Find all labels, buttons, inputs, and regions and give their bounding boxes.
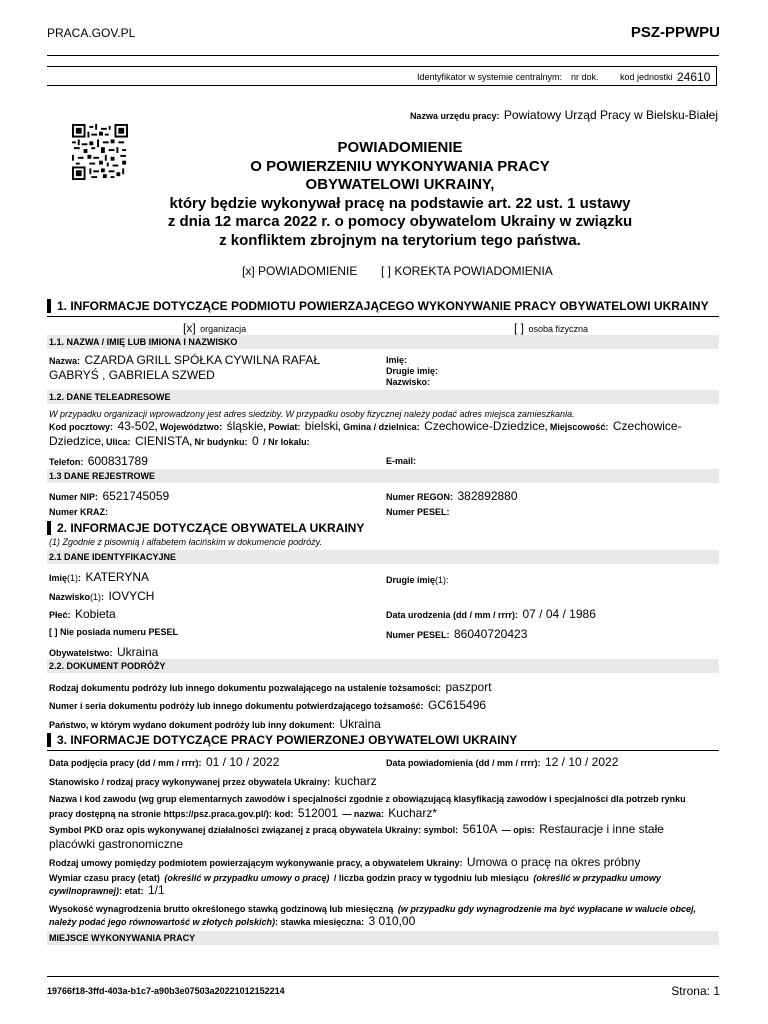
surname-label: Nazwisko: — [386, 377, 431, 387]
wage-label-1b: (w przypadku gdy wynagrodzenie ma być wypłacane w walucie obcej, — [397, 904, 696, 914]
unit-label: kod jednostki — [620, 72, 673, 82]
wage-label-2a: należy podać jego równowartość w złotych polskich) — [49, 917, 276, 927]
kraz-label: Numer KRAZ: — [49, 507, 109, 517]
title-line-6: z konfliktem zbrojnym na terytorium tego państwa. — [219, 231, 581, 249]
choice-correction: [ ] KOREKTA POWIADOMIENIA — [381, 264, 553, 278]
wage-value: 3 010,00 — [368, 914, 416, 928]
birth-date-label: Data urodzenia (dd / mm / rrrr): — [386, 610, 519, 620]
bar-1-1: 1.1. NAZWA / IMIĘ LUB IMIONA I NAZWISKO — [47, 335, 719, 349]
position-field — [49, 772, 377, 790]
doc-number-label: Numer i seria dokumentu podróży lub innego dokumentu potwierdzającego tożsamość: — [49, 701, 424, 711]
header-rule — [47, 55, 719, 56]
phone-value: 600831789 — [87, 454, 148, 468]
notification-date-value: 12 / 10 / 2022 — [544, 755, 619, 769]
doc-type-value: paszport — [445, 680, 492, 694]
birth-date-value: 07 / 04 / 1986 — [522, 607, 596, 621]
choice-notification: [x] POWIADOMIENIE — [242, 264, 358, 278]
document-title — [100, 139, 700, 250]
name-field — [49, 353, 379, 382]
birth-date-field — [386, 605, 596, 623]
second-name-label: Drugie imię: — [386, 366, 439, 376]
gender-field — [49, 605, 116, 623]
start-date-value: 01 / 10 / 2022 — [206, 755, 280, 769]
nip-value: 6521745059 — [102, 489, 170, 503]
doc-type-field — [49, 678, 492, 696]
name-label: Nazwa: — [49, 356, 81, 366]
address-block: Kod pocztowy: 43-502, Województwo: śląskie, Powiat: bielski, Gmina / dzielnica: Czechowice-Dziedzice, Miejscowość: Czechowice- Dziedzice, Ulica: CIENISTA, Nr budynku: 0 / Nr lokalu: — [49, 419, 682, 448]
section-1-heading: 1. INFORMACJE DOTYCZĄCE PODMIOTU POWIERZAJĄCEGO WYKONYWANIE PRACY OBYWATELOWI UKRAINY — [47, 299, 709, 313]
ua-first-name-label: Imię — [49, 573, 68, 583]
bar-1-3: 1.3 DANE REJESTROWE — [47, 469, 719, 483]
working-time-label-1b: (określić w przypadku umowy o pracę) — [164, 873, 330, 883]
person-label: osoba fizyczna — [528, 324, 589, 334]
no-pesel-checkbox: [ ] Nie posiada numeru PESEL — [49, 627, 179, 637]
citizenship-value: Ukraina — [116, 645, 159, 659]
notification-date-field — [386, 753, 618, 771]
county-label: Powiat: — [268, 422, 301, 432]
ua-second-name-label: Drugie imię — [386, 575, 436, 585]
bar-workplace: MIEJSCE WYKONYWANIA PRACY — [47, 931, 719, 945]
unit-value: 24610 — [677, 70, 711, 84]
working-time-label-2a: cywilnoprawnej) — [49, 886, 120, 896]
section-2-heading: 2. INFORMACJE DOTYCZĄCE OBYWATELA UKRAINY — [47, 521, 364, 535]
contract-label: Rodzaj umowy pomiędzy podmiotem powierzającym wykonywanie pracy, a obywatelem Ukrainy: — [49, 858, 463, 868]
title-line-2: O POWIERZENIU WYKONYWANIA PRACY — [250, 157, 550, 175]
title-line-5: z dnia 12 marca 2022 r. o pomocy obywatelom Ukrainy w związku — [167, 213, 633, 230]
section-3-heading: 3. INFORMACJE DOTYCZĄCE PRACY POWIERZONEJ OBYWATELOWI UKRAINY — [47, 733, 517, 747]
ua-first-name-value: KATERYNA — [85, 570, 150, 584]
pkd-field — [49, 822, 721, 851]
occupation-label-2: pracy dostępną na stronie https://psz.praca.gov.pl/): kod: — [49, 809, 294, 819]
voivodeship-value: śląskie — [226, 419, 264, 433]
commune-value: Czechowice-Dziedzice — [424, 419, 545, 433]
position-value: kucharz — [334, 774, 377, 788]
doc-number-value: GC615496 — [428, 698, 487, 712]
start-date-field — [49, 753, 279, 771]
working-time-label-1c: / liczba godzin pracy w tygodniu lub miesiącu — [333, 873, 529, 883]
ua-surname-label: Nazwisko — [49, 592, 91, 602]
regon-label: Numer REGON: — [386, 492, 454, 502]
ident-box — [47, 66, 717, 86]
office-label: Nazwa urzędu pracy: — [409, 111, 500, 121]
start-date-label: Data podjęcia pracy (dd / mm / rrrr): — [49, 758, 202, 768]
postal-code-value: 43-502 — [117, 419, 155, 433]
ua-first-name-field: Imię(1): KATERYNA — [49, 570, 150, 584]
working-time-value: 1/1 — [147, 883, 165, 897]
regon-field — [386, 487, 518, 505]
doc-type-label: Rodzaj dokumentu podróży lub innego dokumentu pozwalającego na ustalenie tożsamości: — [49, 683, 442, 693]
entity-pesel-label: Numer PESEL: — [386, 507, 450, 517]
building-value: 0 — [251, 434, 259, 448]
ua-pesel-field — [386, 625, 527, 643]
ua-surname-sup: (1) — [90, 592, 102, 602]
nip-field — [49, 487, 169, 505]
ua-surname-value: IOVYCH — [108, 589, 155, 603]
doc-country-label: Państwo, w którym wydano dokument podróży lub inny dokument: — [49, 720, 336, 730]
notification-date-label: Data powiadomienia (dd / mm / rrrr): — [386, 758, 541, 768]
voivodeship-label: Województwo: — [159, 422, 223, 432]
site-name: PRACA.GOV.PL — [47, 26, 136, 40]
locality-value-2: Dziedzice — [49, 434, 102, 448]
locality-value-1: Czechowice- — [612, 419, 682, 433]
gender-value: Kobieta — [74, 607, 116, 621]
form-code: PSZ-PPWPU — [630, 24, 720, 41]
ua-second-name-sup: (1): — [435, 575, 449, 585]
person-mark: [ ] — [514, 321, 525, 335]
street-value: CIENISTA — [135, 434, 190, 448]
ua-surname-field: Nazwisko(1): IOVYCH — [49, 589, 155, 603]
section-1-rule — [47, 316, 719, 317]
doc-country-value: Ukraina — [339, 717, 381, 731]
wage-label-2b: : stawka miesięczna: — [275, 917, 365, 927]
nip-label: Numer NIP: — [49, 492, 99, 502]
title-line-3: OBYWATELOWI UKRAINY, — [305, 176, 495, 193]
ua-pesel-label: Numer PESEL: — [386, 630, 450, 640]
ua-first-name-sup: (1) — [67, 573, 79, 583]
occupation-code: 512001 — [297, 806, 338, 820]
title-line-4: który będzie wykonywał pracę na podstawie art. 22 ust. 1 ustawy — [169, 194, 631, 212]
apartment-label: / Nr lokalu: — [263, 437, 310, 447]
working-time-label-2b: : etat: — [119, 886, 144, 896]
contract-field — [49, 853, 640, 871]
county-value: bielski — [304, 419, 339, 433]
footer-rule — [47, 976, 719, 977]
email-label: E-mail: — [386, 456, 417, 466]
ua-second-name-field — [386, 570, 449, 588]
pkd-desc-2: placówki gastronomiczne — [49, 837, 184, 851]
bar-1-2: 1.2. DANE TELEADRESOWE — [47, 390, 719, 404]
page-number: Strona: 1 — [671, 984, 720, 998]
street-label: Ulica: — [106, 437, 131, 447]
pkd-desc-1: Restauracje i inne stałe — [539, 822, 664, 836]
phone-label: Telefon: — [49, 457, 84, 467]
pkd-symbol: 5610A — [462, 822, 498, 836]
section-3-rule — [47, 750, 719, 751]
org-label: organizacja — [200, 324, 247, 334]
wage-label-1a: Wysokość wynagrodzenia brutto określonego stawką godzinową lub miesięczną — [49, 904, 394, 914]
occupation-label-1: Nazwa i kod zawodu (wg grup elementarnych zawodów i specjalności zgodnie z obowiązującą klasyfikacją zawodów i specjalności dla potrzeb rynku — [49, 794, 686, 804]
document-id: 19766f18-3ffd-403a-b1c7-a90b3e07503a20221012152214 — [47, 986, 285, 996]
pkd-label: Symbol PKD oraz opis wykonywanej działalności związanej z pracą obywatela Ukrainy: symbol: — [49, 825, 459, 835]
pkd-desc-label: — opis: — [501, 825, 535, 835]
locality-label: Miejscowość: — [549, 422, 609, 432]
name-line-1: CZARDA GRILL SPÓŁKA CYWILNA RAFAŁ — [84, 353, 321, 367]
postal-code-label: Kod pocztowy: — [49, 422, 113, 432]
regon-value: 382892880 — [457, 489, 518, 503]
working-time-field — [49, 871, 721, 897]
ua-pesel-value: 86040720423 — [453, 627, 528, 641]
ident-nr-label: nr dok. — [571, 72, 599, 82]
section-2-note: (1) Zgodnie z pisownią i alfabetem łacińskim w dokumencie podróży. — [49, 537, 322, 547]
doc-number-field — [49, 696, 486, 714]
working-time-label-1d: (określić w przypadku umowy — [533, 873, 661, 883]
citizenship-label: Obywatelstwo: — [49, 648, 113, 658]
position-label: Stanowisko / rodzaj pracy wykonywanej przez obywatela Ukrainy: — [49, 777, 331, 787]
bar-2-2: 2.2. DOKUMENT PODRÓŻY — [47, 659, 719, 673]
name-line-2: GABRYŚ , GABRIELA SZWED — [49, 368, 215, 382]
occupation-field — [49, 791, 721, 821]
office-value: Powiatowy Urząd Pracy w Bielsku-Białej — [503, 108, 718, 122]
contract-value: Umowa o pracę na okres próbny — [466, 855, 641, 869]
gender-label: Płeć: — [49, 610, 71, 620]
working-time-label-1a: Wymiar czasu pracy (etat) — [49, 873, 160, 883]
phone-field — [49, 452, 148, 470]
office-line — [410, 106, 718, 124]
building-label: Nr budynku: — [194, 437, 248, 447]
commune-label: Gmina / dzielnica: — [343, 422, 420, 432]
ident-label: Identyfikator w systemie centralnym: — [417, 72, 563, 82]
occupation-name-label: — nazwa: — [342, 809, 384, 819]
first-name-label: Imię: — [386, 355, 408, 365]
title-line-1: POWIADOMIENIE — [337, 139, 463, 156]
occupation-name: Kucharz* — [388, 806, 437, 820]
wage-field — [49, 902, 721, 928]
address-note: W przypadku organizacji wprowadzony jest adres siedziby. W przypadku osoby fizycznej należy podać adres miejsca zamieszkania. — [49, 409, 575, 419]
doc-country-field — [49, 715, 381, 733]
bar-2-1: 2.1 DANE IDENTYFIKACYJNE — [47, 550, 719, 564]
org-mark: [x] — [183, 321, 196, 335]
